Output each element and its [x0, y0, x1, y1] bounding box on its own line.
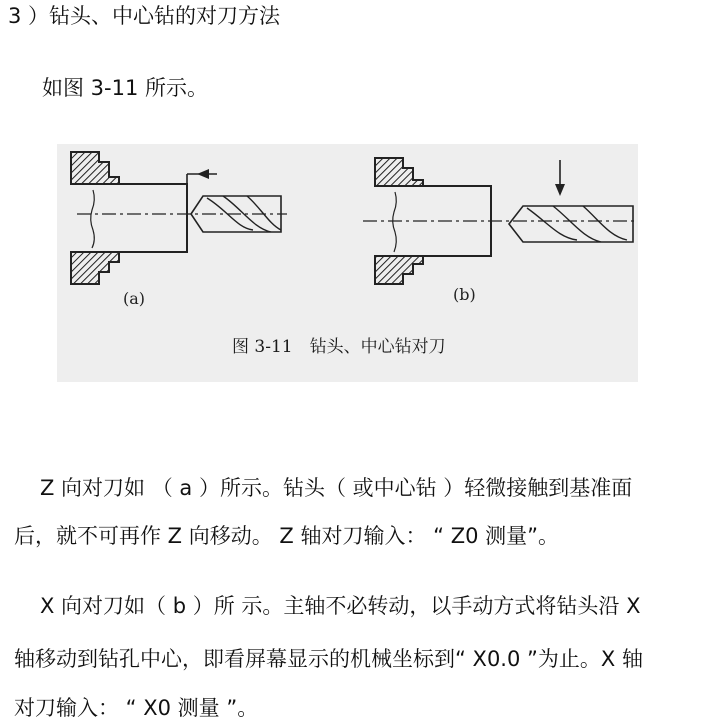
x-paragraph-line-3: 对刀输入： “ X0 测量 ”。: [14, 696, 259, 720]
diagram-a: [71, 152, 287, 284]
figure-3-11: [57, 144, 638, 382]
diagram-b: [363, 158, 637, 284]
x-paragraph-line-1: X 向对刀如（ b ）所 示。主轴不必转动，以手动方式将钻头沿 X: [40, 594, 641, 618]
diagram-a-label: (a): [123, 289, 146, 308]
figure-caption: 图 3-11 钻头、中心钻对刀: [232, 337, 446, 357]
section-heading: 3 ）钻头、中心钻的对刀方法: [8, 4, 281, 28]
z-paragraph-line-1: Z 向对刀如 （ a ）所示。钻头（ 或中心钻 ）轻微接触到基准面: [40, 476, 633, 500]
figure-reference: 如图 3-11 所示。: [42, 76, 209, 100]
diagram-b-label: (b): [453, 285, 476, 304]
x-paragraph-line-2: 轴移动到钻孔中心，即看屏幕显示的机械坐标到“ X0.0 ”为止。X 轴: [14, 647, 643, 671]
z-paragraph-line-2: 后，就不可再作 Z 向移动。 Z 轴对刀输入： “ Z0 测量”。: [14, 524, 560, 548]
